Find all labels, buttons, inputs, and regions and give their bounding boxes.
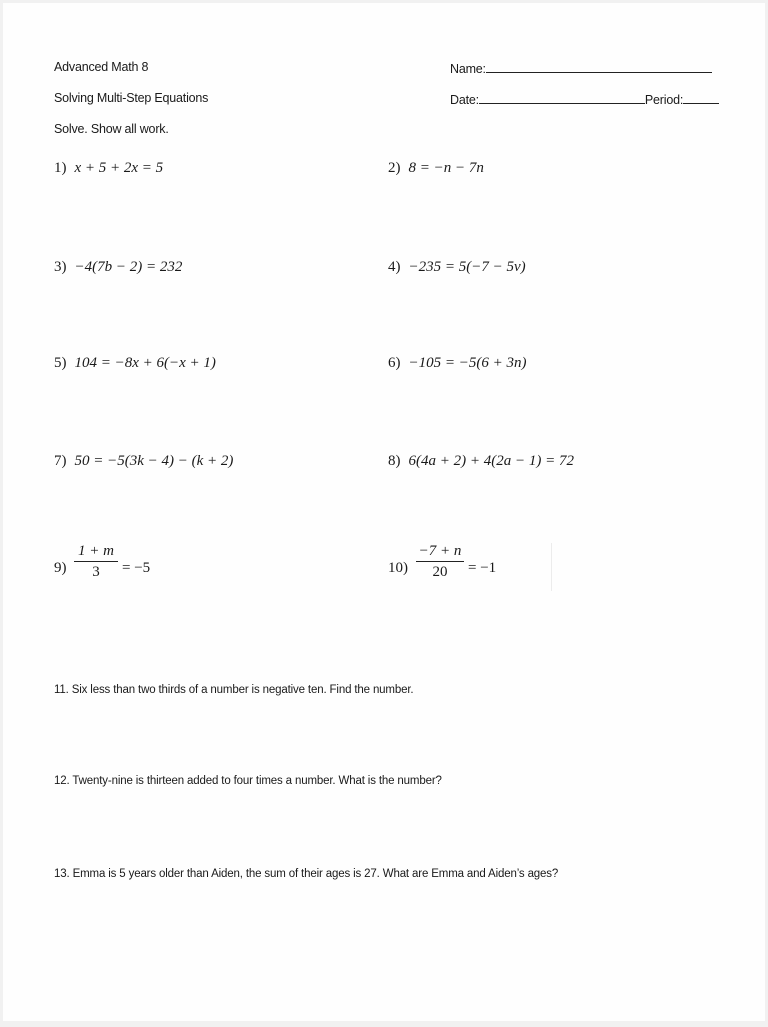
problem-number: 5) [54,355,67,371]
word-problem-11: 11. Six less than two thirds of a number is negative ten. Find the number. [54,684,414,696]
equation: −105 = −5(6 + 3n) [408,355,527,371]
numerator: 1 + m [78,543,114,559]
problem-9 [54,543,204,593]
name-label: Name: [450,62,486,76]
equation: −235 = 5(−7 − 5v) [408,259,526,275]
word-problem-12: 12. Twenty-nine is thirteen added to four times a number. What is the number? [54,775,442,787]
equation: 8 = −n − 7n [408,160,484,176]
instructions: Solve. Show all work. [54,122,169,136]
problem-number: 10) [388,560,408,576]
problem-number: 9) [54,560,67,576]
problem-3 [54,259,182,276]
problem-2 [388,160,484,177]
problem-6 [388,355,526,372]
problem-1 [54,160,163,177]
denominator: 3 [92,564,100,580]
equation: x + 5 + 2x = 5 [74,160,164,176]
name-blank[interactable] [486,60,712,73]
problem-number: 7) [54,453,67,469]
denominator: 20 [432,564,448,580]
period-blank[interactable] [683,91,719,104]
date-period-field[interactable] [450,91,719,107]
word-problem-13: 13. Emma is 5 years older than Aiden, the sum of their ages is 27. What are Emma and Aiden’s ages? [54,868,559,880]
topic-title: Solving Multi-Step Equations [54,91,209,105]
problem-number: 1) [54,160,67,176]
scan-artifact [551,543,580,591]
problem-8 [388,453,574,470]
problem-number: 2) [388,160,401,176]
right-hand-side: = −5 [122,560,151,576]
problem-number: 6) [388,355,401,371]
equation: 104 = −8x + 6(−x + 1) [74,355,216,371]
period-label: Period: [644,93,684,107]
problem-4 [388,259,526,276]
problem-number: 8) [388,453,401,469]
problem-number: 3) [54,259,67,275]
problem-10 [388,543,548,593]
worksheet-page [3,3,765,1021]
fraction [74,543,118,581]
fraction [416,543,464,581]
problem-number: 4) [388,259,401,275]
problem-7 [54,453,233,470]
name-field[interactable] [450,60,712,76]
equation: 6(4a + 2) + 4(2a − 1) = 72 [408,453,574,469]
date-blank[interactable] [479,91,645,104]
equation: −4(7b − 2) = 232 [74,259,183,275]
fraction-bar [74,561,118,562]
problem-5 [54,355,216,372]
fraction-bar [416,561,464,562]
equation: 50 = −5(3k − 4) − (k + 2) [74,453,234,469]
right-hand-side: = −1 [468,560,497,576]
date-label: Date: [450,93,479,107]
course-title: Advanced Math 8 [54,60,149,74]
numerator: −7 + n [418,543,462,559]
